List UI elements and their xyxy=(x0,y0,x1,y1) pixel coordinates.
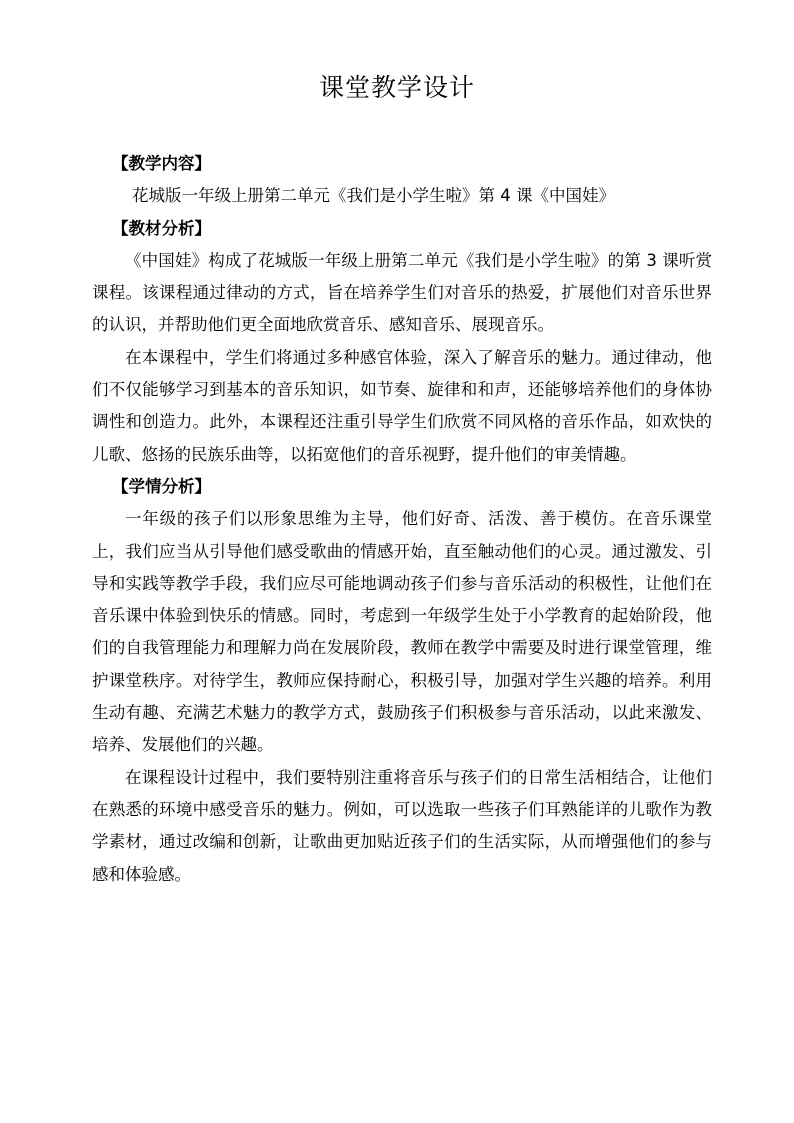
section-student-analysis xyxy=(92,471,712,891)
section-paragraph: 花城版一年级上册第二单元《我们是小学生啦》第 4 课《中国娃》 xyxy=(132,186,615,206)
document-body xyxy=(92,148,712,891)
section-teaching-content xyxy=(92,148,712,213)
section-paragraph: 在本课程中，学生们将通过多种感官体验，深入了解音乐的魅力。通过律动，他们不仅能够学习到基本的音乐知识，如节奏、旋律和和声，还能够培养他们的身体协调性和创造力。此外，本课程还注重引导学生们欣赏不同风格的音乐作品，如欢快的儿歌、悠扬的民族乐曲等，以拓宽他们的音乐视野，提升他们的审美情趣。 xyxy=(92,347,712,464)
section-heading: 【学情分析】 xyxy=(112,476,211,496)
section-material-analysis xyxy=(92,213,712,471)
section-heading: 【教学内容】 xyxy=(112,154,211,173)
section-paragraph: 《中国娃》构成了花城版一年级上册第二单元《我们是小学生啦》的第 3 课听赏课程。该课程通过律动的方式，旨在培养学生们对音乐的热爱，扩展他们对音乐世界的认识，并帮助他们更全面地欣赏音乐、感知音乐、展现音乐。 xyxy=(92,250,712,335)
section-paragraph: 一年级的孩子们以形象思维为主导，他们好奇、活泼、善于模仿。在音乐课堂上，我们应当从引导他们感受歌曲的情感开始，直至触动他们的心灵。通过激发、引导和实践等教学手段，我们应尽可能地调动孩子们参与音乐活动的积极性，让他们在音乐课中体验到快乐的情感。同时，考虑到一年级学生处于小学教育的起始阶段，他们的自我管理能力和理解力尚在发展阶段，教师在教学中需要及时进行课堂管理，维护课堂秩序。对待学生，教师应保持耐心，积极引导，加强对学生兴趣的培养。利用生动有趣、充满艺术魅力的教学方式，鼓励孩子们积极参与音乐活动，以此来激发、培养、发展他们的兴趣。 xyxy=(92,509,712,755)
page-title: 课堂教学设计 xyxy=(318,73,475,102)
section-heading: 【教材分析】 xyxy=(112,218,211,238)
section-paragraph: 在课程设计过程中，我们要特别注重将音乐与孩子们的日常生活相结合，让他们在熟悉的环境中感受音乐的魅力。例如，可以选取一些孩子们耳熟能详的儿歌作为教学素材，通过改编和创新，让歌曲更加贴近孩子们的生活实际，从而增强他们的参与感和体验感。 xyxy=(92,767,712,884)
